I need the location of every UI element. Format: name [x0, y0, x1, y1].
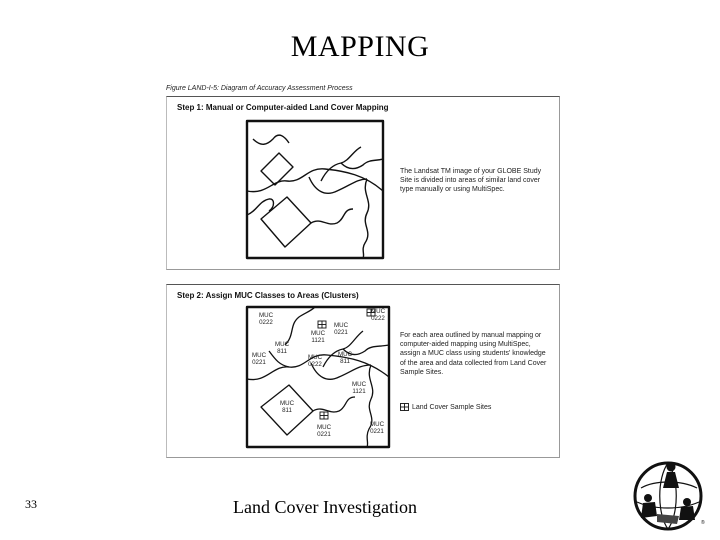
legend-label: Land Cover Sample Sites: [412, 403, 492, 411]
sample-site-icon: [318, 321, 326, 328]
region-label: MUC 1121: [351, 381, 367, 395]
step2-description: For each area outlined by manual mapping or computer-aided mapping using MultiSpec, assign a MUC class using students' knowledge of the area and data collected from Land Cover Sample Sites.: [400, 332, 547, 376]
region-label: MUC 0222: [370, 308, 386, 322]
figure-caption: Figure LAND-I-5: Diagram of Accuracy Assessment Process: [166, 85, 353, 92]
step2-panel: [166, 284, 560, 458]
region-label: MUC 0221: [369, 421, 385, 435]
region-label: MUC 811: [337, 351, 353, 365]
region-label: MUC 0221: [333, 322, 349, 336]
sample-site-legend: [400, 403, 491, 411]
step2-muc-class-map: [245, 305, 393, 451]
registered-mark: ®: [701, 520, 705, 526]
region-label: MUC 0222: [258, 312, 274, 326]
slide-page-number: 33: [25, 497, 37, 511]
step2-title: Step 2: Assign MUC Classes to Areas (Clusters): [177, 291, 359, 300]
globe-program-logo-icon: [627, 458, 709, 532]
region-label: MUC 0221: [251, 352, 267, 366]
step1-land-cover-map: [245, 119, 387, 263]
step1-description: The Landsat TM image of your GLOBE Study Site is divided into areas of similar land cover type manually or using MultiSpec.: [400, 168, 542, 194]
slide-title: MAPPING: [290, 30, 430, 63]
region-label: MUC 1121: [310, 330, 326, 344]
footer-title: Land Cover Investigation: [233, 497, 417, 517]
region-label: MUC 0221: [316, 424, 332, 438]
step1-title: Step 1: Manual or Computer-aided Land Cover Mapping: [177, 103, 389, 112]
sample-site-icon: [320, 412, 328, 419]
region-label: MUC 811: [274, 341, 290, 355]
accuracy-assessment-figure: [164, 82, 560, 458]
region-label: MUC 811: [279, 400, 295, 414]
step1-panel: [166, 96, 560, 270]
region-label: MUC 0222: [307, 354, 323, 368]
sample-site-icon: [400, 403, 409, 411]
